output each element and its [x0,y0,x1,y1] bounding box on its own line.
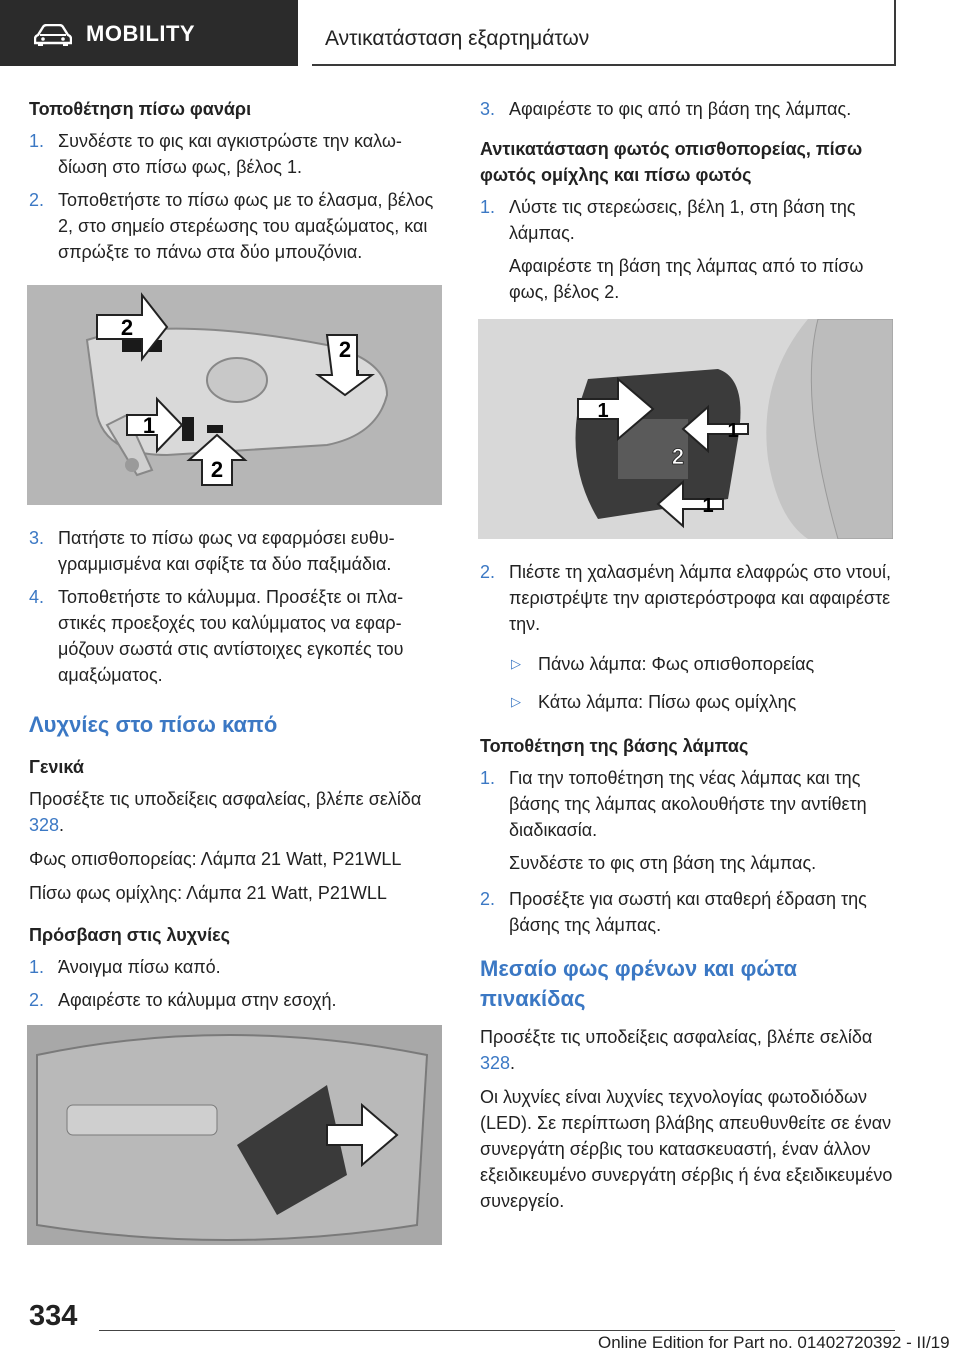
figure-label: 2 [671,444,685,469]
right-column [480,96,895,1222]
bullet-item: ▷ Πάνω λάμπα: Φως οπισθοπορείας [480,651,895,677]
lamp-holder-photo [478,319,893,539]
left-column [29,96,444,1265]
figure-label: 2 [210,457,224,482]
heading-center-brake-light: Μεσαίο φως φρένων και φώτα πινακίδας [480,956,798,1011]
step-note: Συνδέστε το φις στη βάση της λάμπας. [509,853,817,873]
page-link[interactable]: 328 [480,1053,511,1073]
triangle-bullet-icon: ▷ [511,694,521,709]
fog-light-spec: Πίσω φως ομίχλης: Λάμπα 21 Watt, P21WLL [29,883,387,903]
step: 1. Λύστε τις στερεώσεις, βέλη 1, στη βάση της λάμπας. [480,197,856,243]
step: 4. Τοποθετήστε το κάλυμμα. Προσέξτε οι πλαστικές προεξοχές του καλύμματος να εφαρμόζουν σωστά στις αντίστοιχες εγκοπές του αμαξώματος. [29,587,404,685]
step: 3. Αφαιρέστε το φις από τη βάση της λάμπας. [480,99,852,119]
heading-replace-lamps: Αντικατάσταση φωτός οπισθοπορείας, πίσω φωτός ομίχλης και πίσω φωτός [480,139,863,185]
safety-note: Προσέξτε τις υποδείξεις ασφαλείας, βλέπε σελίδα 328. [29,789,422,835]
page-number: 334 [29,1300,78,1332]
chapter-title: Αντικατάσταση εξαρτημάτων [325,27,590,50]
step: 3. Πατήστε το πίσω φως να εφαρμόσει ευθυγραμμισμένα και σφίξτε τα δύο παξιμάδια. [29,528,395,574]
figure-label: 2 [120,315,134,340]
edition-text: Online Edition for Part no. 01402720392 - II/19 [598,1333,950,1352]
step: 2. Πιέστε τη χαλασμένη λάμπα ελαφρώς στο ντουί, περιστρέψτε την αριστερόστροφα και αφαιρέστε την. [480,562,891,634]
heading-install-holder: Τοποθέτηση της βάσης λάμπας [480,736,749,756]
rear-light-photo [27,285,442,505]
heading-install-rear-light: Τοποθέτηση πίσω φανάρι [29,99,252,119]
bullet-item: ▷ Κάτω λάμπα: Πίσω φως ομίχλης [480,689,895,715]
figure-label: 1 [727,420,739,442]
page-link[interactable]: 328 [29,815,60,835]
step-note: Αφαιρέστε τη βάση της λάμπας από το πίσω φως, βέλος 2. [509,256,864,302]
section-label: MOBILITY [86,21,196,46]
step: 2. Αφαιρέστε το κάλυμμα στην εσοχή. [29,990,337,1010]
chapter-header [312,0,896,66]
step: 1. Συνδέστε το φις και αγκιστρώστε την καλωδίωση στο πίσω φως, βέλος 1. [29,131,402,177]
step: 2. Τοποθετήστε το πίσω φως με το έλασμα, βέλος 2, στο σημείο στερέωσης του αμαξώματος, και σπρώξτε το πάνω στα δύο μπουζόνια. [29,190,434,262]
figure-label: 1 [142,413,156,438]
step: 2. Προσέξτε για σωστή και σταθερή έδραση της βάσης της λάμπας. [480,889,867,935]
footer-divider [99,1330,895,1331]
heading-access: Πρόσβαση στις λυχνίες [29,925,231,945]
heading-general: Γενικά [29,757,84,777]
led-info: Οι λυχνίες είναι λυχνίες τεχνολογίας φωτοδιόδων (LED). Σε περίπτωση βλάβης απευθυνθείτε σε έναν συνεργάτη σέρβις του κατασκευαστή, έναν άλλον εξειδικευμένο συνεργάτη σέρβις ή ένα εξειδικευμένο συνεργείο. [480,1087,893,1211]
safety-note: Προσέξτε τις υποδείξεις ασφαλείας, βλέπε σελίδα 328. [480,1027,873,1073]
figure-label: 1 [702,495,714,517]
step: 1. Για την τοποθέτηση της νέας λάμπας και της βάσης της λάμπας ακολουθήστε την αντίθετη διαδικασία. [480,768,867,840]
reverse-light-spec: Φως οπισθοπορείας: Λάμπα 21 Watt, P21WLL [29,849,402,869]
figure-label: 1 [597,400,609,422]
car-icon [34,24,72,46]
step: 1. Άνοιγμα πίσω καπό. [29,957,221,977]
section-tab[interactable] [0,0,298,66]
figure-label: 2 [338,337,352,362]
tailgate-cover-photo [27,1025,442,1245]
heading-lamps-tailgate: Λυχνίες στο πίσω καπό [29,712,278,737]
triangle-bullet-icon: ▷ [511,656,521,671]
